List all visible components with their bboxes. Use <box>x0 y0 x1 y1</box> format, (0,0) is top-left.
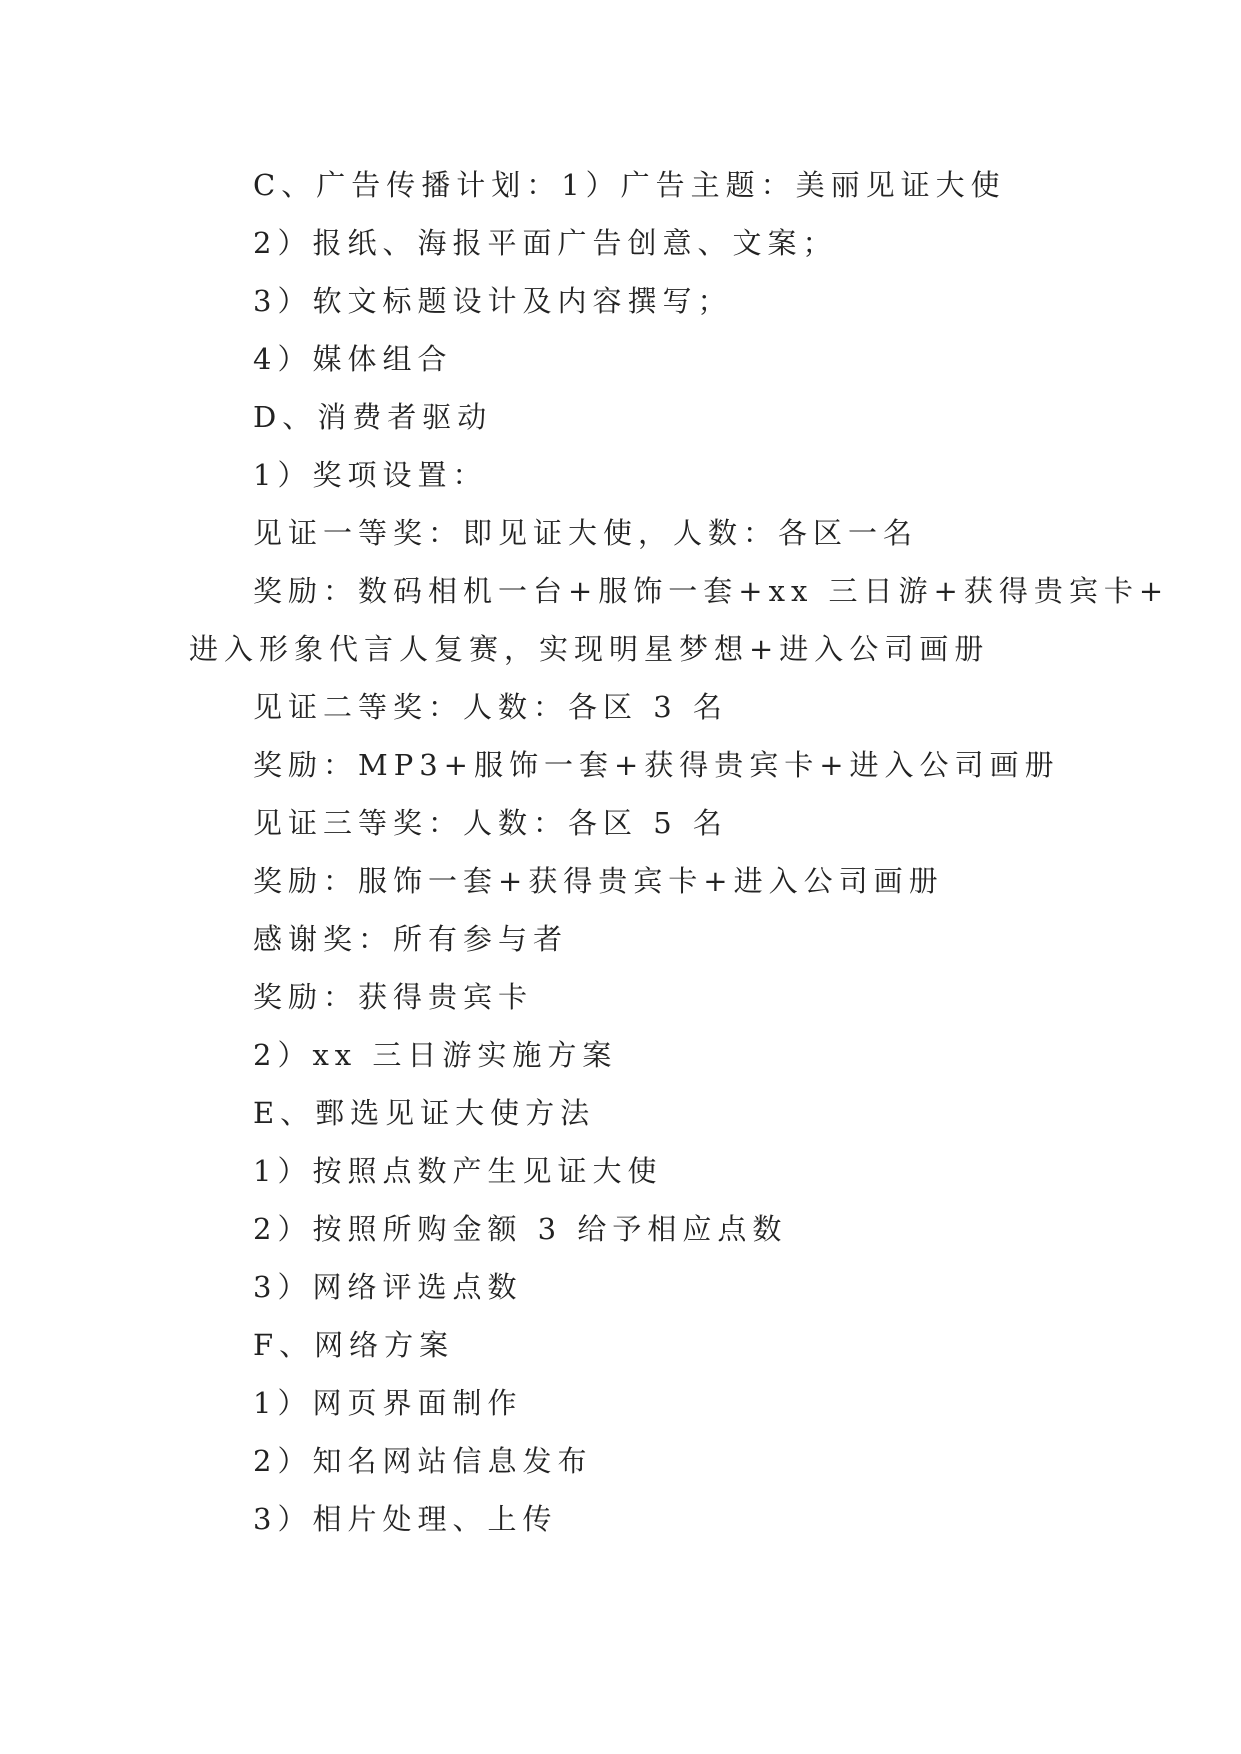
text-line: 2）xx 三日游实施方案 <box>253 1038 618 1072</box>
text-line: 见证二等奖：人数：各区 3 名 <box>253 690 728 724</box>
text-line: F、网络方案 <box>253 1328 455 1362</box>
text-line: 奖励：服饰一套+获得贵宾卡+进入公司画册 <box>253 864 944 898</box>
text-line: 3）相片处理、上传 <box>253 1502 558 1536</box>
text-line: D、消费者驱动 <box>253 400 493 434</box>
text-line: 感谢奖：所有参与者 <box>253 922 569 956</box>
document-body <box>189 156 1170 1548</box>
text-line: 4）媒体组合 <box>253 342 453 376</box>
text-line: 奖励：数码相机一台+服饰一套+xx 三日游+获得贵宾卡+ <box>253 574 1170 608</box>
text-line: 进入形象代言人复赛，实现明星梦想+进入公司画册 <box>189 632 990 666</box>
text-line: E、鄄选见证大使方法 <box>253 1096 596 1130</box>
text-line: 1）网页界面制作 <box>253 1386 523 1420</box>
text-line: 2）知名网站信息发布 <box>253 1444 593 1478</box>
text-line: 1）按照点数产生见证大使 <box>253 1154 663 1188</box>
text-line: C、广告传播计划：1）广告主题：美丽见证大使 <box>253 168 1006 202</box>
text-line: 奖励：MP3+服饰一套+获得贵宾卡+进入公司画册 <box>253 748 1060 782</box>
text-line: 见证一等奖：即见证大使，人数：各区一名 <box>253 516 919 550</box>
text-line: 3）网络评选点数 <box>253 1270 523 1304</box>
text-line: 见证三等奖：人数：各区 5 名 <box>253 806 728 840</box>
text-line: 2）报纸、海报平面广告创意、文案； <box>253 226 838 260</box>
text-line: 1）奖项设置： <box>253 458 488 492</box>
text-line: 奖励：获得贵宾卡 <box>253 980 534 1014</box>
text-line: 3）软文标题设计及内容撰写； <box>253 284 733 318</box>
text-line: 2）按照所购金额 3 给予相应点数 <box>253 1212 788 1246</box>
